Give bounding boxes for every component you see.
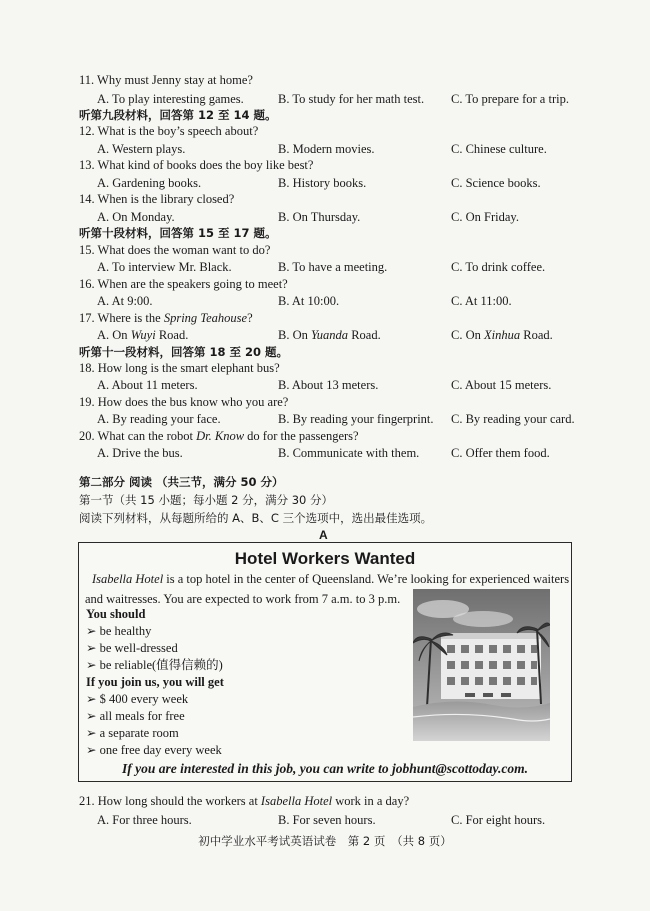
option-18a: A. About 11 meters. <box>97 378 198 392</box>
benefit-item: ➢ all meals for free <box>86 709 185 723</box>
ad-intro-line-1: Isabella Hotel is a top hotel in the center of Queensland. We’re looking for experienced waiters <box>92 572 570 586</box>
option-14a: A. On Monday. <box>97 210 175 224</box>
option-11b: B. To study for her math test. <box>278 92 425 106</box>
option-21c: C. For eight hours. <box>451 813 546 827</box>
bullet-arrow-icon: ➢ <box>86 624 97 638</box>
bullet-arrow-icon: ➢ <box>86 641 97 655</box>
hotel-photo <box>413 589 550 741</box>
should-item: ➢ be healthy <box>86 624 152 638</box>
ad-title: Hotel Workers Wanted <box>234 549 416 568</box>
ad-intro-line-2: and waitresses. You are expected to work from 7 a.m. to 3 p.m. <box>85 592 401 606</box>
benefit-item: ➢ one free day every week <box>86 743 222 757</box>
part-2-title: 第二部分 阅读 （共三节，满分 50 分） <box>79 475 284 489</box>
passage-label: A <box>319 528 328 542</box>
option-12b: B. Modern movies. <box>278 142 375 156</box>
question-11: 11. Why must Jenny stay at home? <box>79 73 253 87</box>
option-17c: C. On Xinhua Road. <box>451 328 553 342</box>
question-14: 14. When is the library closed? <box>79 192 235 206</box>
section-heading-10: 听第十段材料，回答第 15 至 17 题。 <box>79 226 277 240</box>
option-19c: C. By reading your card. <box>451 412 575 426</box>
option-20c: C. Offer them food. <box>451 446 550 460</box>
question-21: 21. How long should the workers at Isabella Hotel work in a day? <box>79 794 410 808</box>
option-14b: B. On Thursday. <box>278 210 361 224</box>
option-15c: C. To drink coffee. <box>451 260 546 274</box>
bullet-arrow-icon: ➢ <box>86 726 97 740</box>
question-20: 20. What can the robot Dr. Know do for the passengers? <box>79 429 359 443</box>
question-15: 15. What does the woman want to do? <box>79 243 271 257</box>
option-11c: C. To prepare for a trip. <box>451 92 569 106</box>
option-20a: A. Drive the bus. <box>97 446 183 460</box>
option-15a: A. To interview Mr. Black. <box>97 260 232 274</box>
option-12c: C. Chinese culture. <box>451 142 547 156</box>
should-item: ➢ be well-dressed <box>86 641 178 655</box>
section-heading-11: 听第十一段材料，回答第 18 至 20 题。 <box>79 345 289 359</box>
should-item: ➢ be reliable(值得信赖的) <box>86 658 223 672</box>
job-advertisement <box>78 542 572 782</box>
ad-contact-line: If you are interested in this job, you can write to jobhunt@scottoday.com. <box>121 761 528 776</box>
option-16c: C. At 11:00. <box>451 294 512 308</box>
bullet-arrow-icon: ➢ <box>86 709 97 723</box>
benefits-heading: If you join us, you will get <box>86 675 224 689</box>
option-18c: C. About 15 meters. <box>451 378 552 392</box>
bullet-arrow-icon: ➢ <box>86 692 97 706</box>
option-13a: A. Gardening books. <box>97 176 202 190</box>
option-21a: A. For three hours. <box>97 813 192 827</box>
option-20b: B. Communicate with them. <box>278 446 420 460</box>
option-19b: B. By reading your fingerprint. <box>278 412 434 426</box>
option-17a: A. On Wuyi Road. <box>97 328 189 342</box>
option-17b: B. On Yuanda Road. <box>278 328 381 342</box>
option-15b: B. To have a meeting. <box>278 260 388 274</box>
option-18b: B. About 13 meters. <box>278 378 379 392</box>
option-13c: C. Science books. <box>451 176 541 190</box>
option-14c: C. On Friday. <box>451 210 519 224</box>
section-heading-9: 听第九段材料，回答第 12 至 14 题。 <box>79 108 277 122</box>
option-13b: B. History books. <box>278 176 367 190</box>
bullet-arrow-icon: ➢ <box>86 658 97 672</box>
question-19: 19. How does the bus know who you are? <box>79 395 289 409</box>
option-11a: A. To play interesting games. <box>97 92 244 106</box>
benefit-item: ➢ $ 400 every week <box>86 692 189 706</box>
option-16a: A. At 9:00. <box>97 294 153 308</box>
part-2-instruction: 阅读下列材料，从每题所给的 A、B、C 三个选项中，选出最佳选项。 <box>79 511 433 525</box>
benefit-item: ➢ a separate room <box>86 726 179 740</box>
question-12: 12. What is the boy’s speech about? <box>79 124 259 138</box>
option-12a: A. Western plays. <box>97 142 186 156</box>
question-17: 17. Where is the Spring Teahouse? <box>79 311 253 325</box>
part-2-section-1: 第一节（共 15 小题；每小题 2 分，满分 30 分） <box>79 493 334 507</box>
page-footer: 初中学业水平考试英语试卷 第 2 页 （共 8 页） <box>198 834 452 848</box>
option-21b: B. For seven hours. <box>278 813 376 827</box>
bullet-arrow-icon: ➢ <box>86 743 97 757</box>
option-19a: A. By reading your face. <box>97 412 221 426</box>
question-13: 13. What kind of books does the boy like best? <box>79 158 314 172</box>
should-heading: You should <box>86 607 146 621</box>
question-18: 18. How long is the smart elephant bus? <box>79 361 280 375</box>
option-16b: B. At 10:00. <box>278 294 340 308</box>
question-16: 16. When are the speakers going to meet? <box>79 277 288 291</box>
